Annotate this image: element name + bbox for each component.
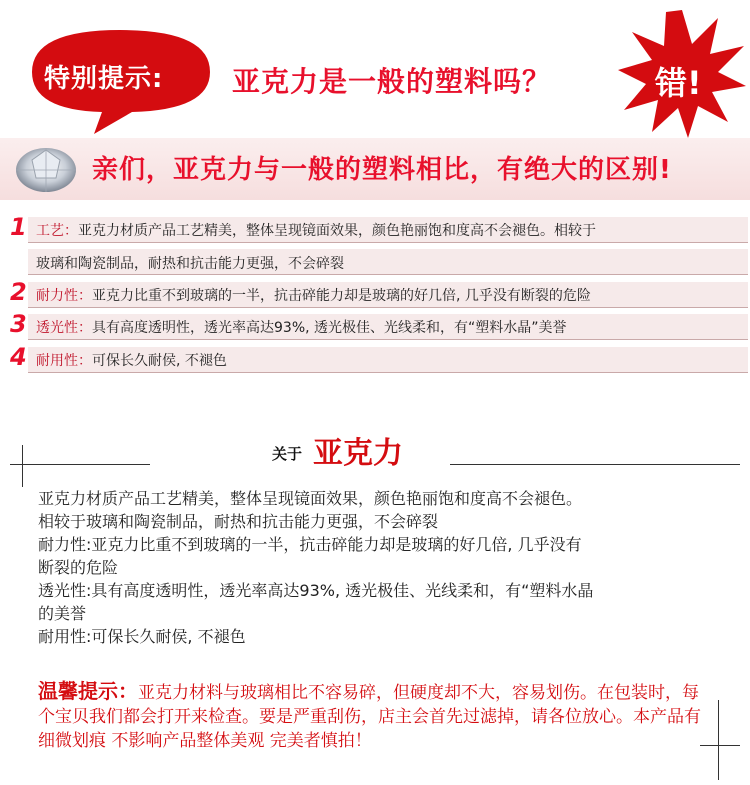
feature-number: 4 bbox=[10, 343, 27, 371]
feature-value: 亚克力材质产品工艺精美，整体呈现镜面效果，颜色艳丽饱和度高不会褪色。相较于 bbox=[78, 223, 596, 239]
subtitle: 亲们，亚克力与一般的塑料相比，有绝大的区别! bbox=[92, 155, 672, 185]
corner-line bbox=[450, 464, 740, 465]
diamond-icon bbox=[10, 138, 82, 198]
warm-tip bbox=[38, 679, 713, 753]
about-line: 断裂的危险 bbox=[38, 558, 119, 577]
feature-value: 玻璃和陶瓷制品，耐热和抗击能力更强，不会碎裂 bbox=[36, 256, 344, 272]
feature-label: 工艺： bbox=[36, 223, 78, 239]
about-prefix: 关于 bbox=[272, 445, 303, 463]
corner-line bbox=[10, 464, 150, 465]
feature-number: 2 bbox=[10, 278, 27, 306]
feature-number: 3 bbox=[10, 310, 27, 338]
bubble-label: 特别提示: bbox=[44, 64, 164, 94]
tip-text: 亚克力材料与玻璃相比不容易碎，但硬度却不大，容易划伤。在包装时，每个宝贝我们都会打开来检查。要是严重刮伤，店主会首先过滤掉，请各位放心。本产品有细微划痕 不影响产品整体美观 完美者慎拍！ bbox=[38, 683, 701, 751]
feature-label: 透光性： bbox=[36, 320, 92, 336]
feature-value: 亚克力比重不到玻璃的一半，抗击碎能力却是玻璃的好几倍, 几乎没有断裂的危险 bbox=[92, 288, 591, 304]
feature-label: 耐力性： bbox=[36, 288, 92, 304]
about-line: 的美誉 bbox=[38, 604, 87, 623]
feature-text bbox=[36, 350, 227, 370]
corner-line bbox=[22, 445, 23, 487]
corner-line bbox=[718, 700, 719, 780]
feature-label: 耐用性： bbox=[36, 353, 92, 369]
feature-number: 1 bbox=[10, 213, 27, 241]
feature-value: 具有高度透明性，透光率高达93%, 透光极佳、光线柔和，有“塑料水晶”美誉 bbox=[92, 320, 567, 336]
about-paragraph bbox=[38, 487, 708, 648]
about-line: 相较于玻璃和陶瓷制品，耐热和抗击能力更强，不会碎裂 bbox=[38, 512, 439, 531]
about-line: 耐力性:亚克力比重不到玻璃的一半，抗击碎能力却是玻璃的好几倍, 几乎没有 bbox=[38, 535, 582, 554]
headline-question: 亚克力是一般的塑料吗？ bbox=[232, 65, 552, 98]
feature-text bbox=[36, 253, 344, 273]
about-line: 亚克力材质产品工艺精美，整体呈现镜面效果，颜色艳丽饱和度高不会褪色。 bbox=[38, 489, 583, 508]
feature-text bbox=[36, 285, 591, 305]
starburst-label: 错! bbox=[655, 64, 702, 102]
feature-text bbox=[36, 317, 567, 337]
feature-value: 可保长久耐侯, 不褪色 bbox=[92, 353, 227, 369]
feature-text bbox=[36, 220, 596, 240]
about-title: 亚克力 bbox=[313, 436, 403, 471]
tip-label: 温馨提示： bbox=[38, 679, 138, 703]
about-line: 透光性:具有高度透明性，透光率高达93%, 透光极佳、光线柔和，有“塑料水晶 bbox=[38, 581, 594, 600]
about-line: 耐用性:可保长久耐侯, 不褪色 bbox=[38, 627, 246, 646]
